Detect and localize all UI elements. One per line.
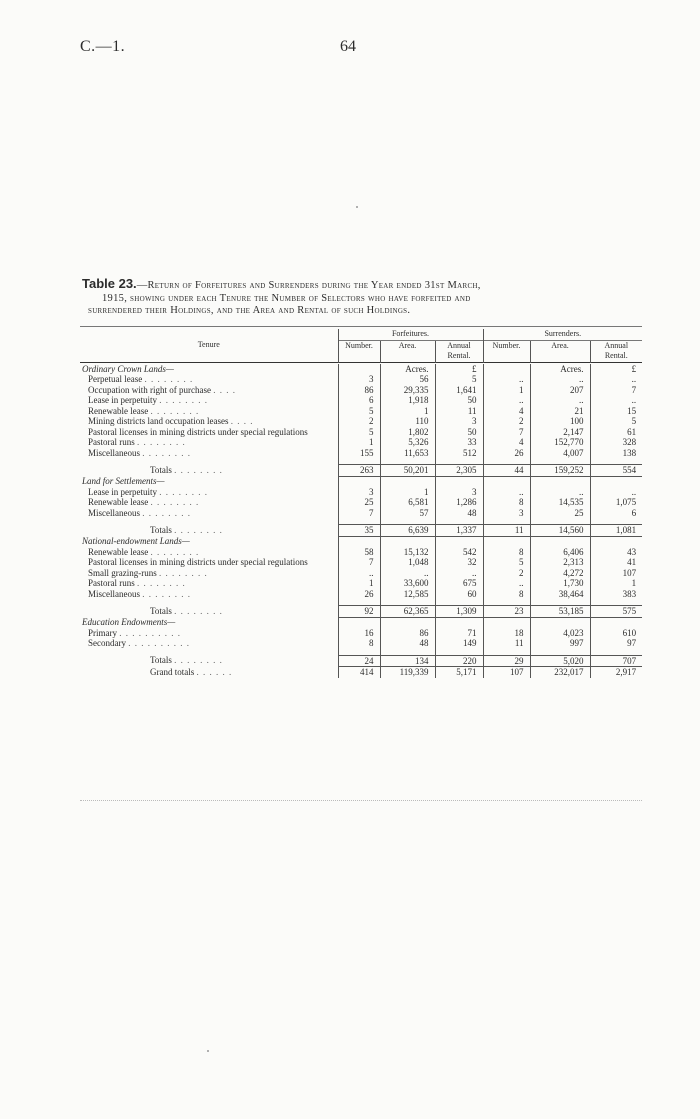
surrender-rental-cell: 7 — [590, 385, 642, 396]
forfeit-area-cell: 11,653 — [380, 448, 435, 459]
forfeit-rental-header: Annual Rental. — [435, 340, 483, 362]
surrender-number-cell: 4 — [483, 406, 530, 417]
row-label-text: Secondary — [88, 638, 126, 648]
forfeit-area-cell: 5,326 — [380, 437, 435, 448]
table-row — [80, 374, 642, 385]
caption-line-1: —Return of Forfeitures and Surrenders during the Year ended 31st March, — [136, 280, 481, 291]
surrender-area-cell: 207 — [530, 385, 590, 396]
row-label — [80, 497, 338, 508]
surrender-area-cell: .. — [530, 374, 590, 385]
row-label-text: Pastoral runs — [88, 578, 135, 588]
leader-dots: . . . . . . . . — [159, 395, 208, 405]
surrender-area-cell: .. — [530, 487, 590, 498]
surrender-rental-cell: 383 — [590, 589, 642, 600]
row-label — [80, 547, 338, 558]
forfeit-rental-cell: 1,337 — [435, 525, 483, 537]
row-label-text: Totals — [150, 655, 172, 665]
forfeit-rental-cell: 3 — [435, 416, 483, 427]
surrender-rental-header: Annual Rental. — [590, 340, 642, 362]
surrender-rental-cell: 97 — [590, 638, 642, 649]
row-label — [80, 578, 338, 589]
surrender-number-cell: 7 — [483, 427, 530, 438]
surrender-area-cell: 159,252 — [530, 465, 590, 477]
table-row — [80, 395, 642, 406]
blank-cell — [435, 617, 483, 628]
totals-row — [80, 606, 642, 618]
surrender-number-cell: .. — [483, 395, 530, 406]
leader-dots: . . . . . . . . — [150, 405, 200, 416]
bottom-rule — [80, 800, 642, 801]
surrender-rental-cell: 5 — [590, 416, 642, 427]
surrender-rental-cell: 554 — [590, 465, 642, 477]
forfeit-number-cell: 263 — [338, 465, 380, 477]
table-row — [80, 448, 642, 459]
blank-cell — [338, 476, 380, 487]
row-label-text: Pastoral runs — [88, 437, 135, 447]
blank-cell — [590, 536, 642, 547]
forfeit-rental-cell: 71 — [435, 628, 483, 639]
table-row — [80, 628, 642, 639]
forfeit-number-cell: 24 — [338, 655, 380, 667]
surrender-area-cell: 997 — [530, 638, 590, 649]
section-title: Education Endowments— — [82, 617, 176, 627]
tenure-column-header: Tenure — [197, 340, 220, 349]
row-label-text: Small grazing-runs — [88, 567, 157, 578]
surrender-number-cell: 107 — [483, 667, 530, 678]
forfeit-rental-cell: 2,305 — [435, 465, 483, 477]
surrender-rental-cell: 575 — [590, 606, 642, 618]
forfeit-area-cell: 50,201 — [380, 465, 435, 477]
forfeit-number-cell: 7 — [338, 508, 380, 519]
surrender-rental-cell: 1,081 — [590, 525, 642, 537]
row-label-text: Miscellaneous — [88, 588, 140, 599]
surrender-rental-cell: 6 — [590, 508, 642, 519]
forfeitures-group-header: Forfeitures. — [338, 329, 483, 340]
forfeit-number-cell: 3 — [338, 487, 380, 498]
row-label-text: Lease in perpetuity — [88, 395, 157, 405]
paper-speck — [207, 1050, 209, 1052]
blank-cell — [530, 476, 590, 487]
row-label — [80, 557, 338, 568]
forfeit-rental-cell: 3 — [435, 487, 483, 498]
row-label — [80, 568, 338, 579]
table-row — [80, 568, 642, 579]
blank-cell — [435, 536, 483, 547]
blank-cell — [380, 617, 435, 628]
surrender-rental-cell: 2,917 — [590, 667, 642, 678]
blank-cell — [590, 617, 642, 628]
surrender-area-cell: 1,730 — [530, 578, 590, 589]
row-label — [80, 525, 338, 537]
row-label — [80, 606, 338, 618]
forfeit-number-cell: 1 — [338, 578, 380, 589]
surrender-number-cell: 11 — [483, 638, 530, 649]
surrender-number-cell: 5 — [483, 557, 530, 568]
row-label-text: Totals — [150, 464, 172, 475]
row-label — [80, 655, 338, 667]
surrender-rental-cell: 41 — [590, 557, 642, 568]
surrender-number-cell: 2 — [483, 416, 530, 427]
forfeit-number-cell: 5 — [338, 406, 380, 417]
section-heading-row — [80, 617, 642, 628]
leader-dots: . . . . . . . . . . — [128, 638, 190, 648]
surrender-number-cell: 23 — [483, 606, 530, 618]
surrender-rental-cell: .. — [590, 487, 642, 498]
page-reference: C.—1. — [80, 38, 126, 55]
forfeit-area-cell: 6,581 — [380, 497, 435, 508]
forfeit-rental-cell: 542 — [435, 547, 483, 558]
surrender-area-cell: 152,770 — [530, 437, 590, 448]
table-caption — [82, 278, 642, 318]
forfeit-area-cell: 1,918 — [380, 395, 435, 406]
forfeit-area-cell: 134 — [380, 655, 435, 667]
forfeit-number-cell: 1 — [338, 437, 380, 448]
row-label-text: Mining districts land occupation leases — [88, 416, 229, 426]
leader-dots: . . . . . . . . — [142, 588, 191, 599]
forfeit-area-cell: 57 — [380, 508, 435, 519]
table-row — [80, 578, 642, 589]
forfeit-number-cell: .. — [338, 568, 380, 579]
forfeit-rental-cell: 220 — [435, 655, 483, 667]
totals-row — [80, 655, 642, 667]
blank-cell — [380, 536, 435, 547]
blank-cell — [483, 476, 530, 487]
forfeit-area-cell: 56 — [380, 374, 435, 385]
leader-dots: . . . . . . . . — [144, 374, 194, 384]
blank-cell — [530, 536, 590, 547]
table-body — [80, 364, 642, 678]
leader-dots: . . . . . . — [196, 666, 233, 677]
row-label-text: Miscellaneous — [88, 507, 140, 518]
surrender-area-cell: 4,007 — [530, 448, 590, 459]
forfeit-area-cell: 6,639 — [380, 525, 435, 537]
surrender-area-cell: 2,147 — [530, 427, 590, 438]
forfeit-rental-cell: 5 — [435, 374, 483, 385]
row-label-text: Primary — [88, 627, 117, 638]
surrender-area-cell: 232,017 — [530, 667, 590, 678]
forfeit-area-cell: 48 — [380, 638, 435, 649]
leader-dots: . . . . . . . . — [159, 486, 208, 497]
table-row — [80, 497, 642, 508]
surrender-area-cell: 14,535 — [530, 497, 590, 508]
surrender-number-cell: 8 — [483, 547, 530, 558]
forfeit-rental-cell: 1,641 — [435, 385, 483, 396]
forfeit-rental-cell: 1,309 — [435, 606, 483, 618]
surrender-number-cell: 11 — [483, 525, 530, 537]
forfeit-rental-cell: 5,171 — [435, 667, 483, 678]
leader-dots: . . . . . . . . — [142, 447, 191, 458]
surrender-rental-cell: 15 — [590, 406, 642, 417]
surrender-rental-cell: 610 — [590, 628, 642, 639]
surrender-area-cell: 6,406 — [530, 547, 590, 558]
row-label-text: Perpetual lease — [88, 374, 143, 384]
surrender-number-cell: 2 — [483, 568, 530, 579]
forfeit-number-cell: 58 — [338, 547, 380, 558]
section-heading-row — [80, 476, 642, 487]
section-title: National-endowment Lands— — [82, 536, 190, 546]
row-label-text: Totals — [150, 605, 172, 616]
surrender-area-cell: .. — [530, 395, 590, 406]
blank-cell — [483, 536, 530, 547]
forfeit-area-cell: 1,802 — [380, 427, 435, 438]
leader-dots: . . . . . . . . — [174, 605, 223, 616]
forfeit-number-cell: 155 — [338, 448, 380, 459]
page-number: 64 — [340, 38, 356, 55]
surrender-number-cell: 18 — [483, 628, 530, 639]
table-header — [80, 327, 642, 364]
leader-dots: . . . . . . . . — [159, 567, 208, 578]
row-label — [80, 395, 338, 406]
leader-dots: . . . . . . . . — [174, 464, 223, 475]
forfeit-number-cell: 35 — [338, 525, 380, 537]
surrender-number-cell: .. — [483, 374, 530, 385]
forfeit-rental-cell: 149 — [435, 638, 483, 649]
forfeit-rental-cell: 512 — [435, 448, 483, 459]
row-label-text: Pastoral licenses in mining districts under special regulations — [88, 557, 308, 567]
forfeit-number-cell: 16 — [338, 628, 380, 639]
forfeit-number-header: Number. — [338, 340, 380, 362]
row-label-text: Pastoral licenses in mining districts under special regulations — [88, 426, 308, 437]
leader-dots: . . . . . . . . — [150, 546, 200, 557]
table-row — [80, 406, 642, 417]
row-label — [80, 638, 338, 649]
table-row — [80, 427, 642, 438]
surrender-area-header: Area. — [530, 340, 590, 362]
forfeit-rental-cell: 11 — [435, 406, 483, 417]
blank-cell — [338, 536, 380, 547]
leader-dots: . . . . . . . . . . — [119, 627, 181, 638]
surrender-rental-cell: 1 — [590, 578, 642, 589]
surrenders-group-header: Surrenders. — [483, 329, 642, 340]
forfeit-number-cell: 92 — [338, 606, 380, 618]
blank-cell — [338, 617, 380, 628]
surrender-number-cell: 8 — [483, 589, 530, 600]
surrender-number-unit — [483, 364, 530, 375]
forfeit-rental-cell: 33 — [435, 437, 483, 448]
row-label — [80, 406, 338, 417]
row-label — [80, 385, 338, 396]
surrender-number-cell: 3 — [483, 508, 530, 519]
row-label — [80, 427, 338, 438]
row-label-text: Renewable lease — [88, 405, 149, 416]
surrender-rental-cell: 328 — [590, 437, 642, 448]
surrender-rental-cell: .. — [590, 395, 642, 406]
blank-cell — [590, 476, 642, 487]
forfeit-area-cell: 12,585 — [380, 589, 435, 600]
row-label-text: Renewable lease — [88, 497, 149, 507]
surrender-number-cell: 1 — [483, 385, 530, 396]
row-label — [80, 628, 338, 639]
forfeit-rental-cell: 48 — [435, 508, 483, 519]
forfeit-number-cell: 6 — [338, 395, 380, 406]
forfeit-rental-cell: 50 — [435, 395, 483, 406]
forfeit-area-unit: Acres. — [380, 364, 435, 375]
section-heading-row — [80, 364, 642, 375]
forfeit-rental-cell: .. — [435, 568, 483, 579]
forfeit-area-cell: 29,335 — [380, 385, 435, 396]
table-row — [80, 487, 642, 498]
forfeit-area-cell: .. — [380, 568, 435, 579]
totals-row — [80, 525, 642, 537]
totals-row — [80, 465, 642, 477]
surrender-number-cell: 26 — [483, 448, 530, 459]
row-label — [80, 465, 338, 477]
table-row — [80, 557, 642, 568]
leader-dots: . . . . — [230, 416, 254, 426]
leader-dots: . . . . . . . . — [174, 655, 223, 665]
surrender-rental-cell: 1,075 — [590, 497, 642, 508]
forfeit-area-cell: 86 — [380, 628, 435, 639]
surrender-area-cell: 5,020 — [530, 655, 590, 667]
table-row — [80, 416, 642, 427]
forfeit-area-cell: 110 — [380, 416, 435, 427]
forfeit-number-cell: 26 — [338, 589, 380, 600]
paper-speck — [356, 206, 358, 208]
forfeit-area-cell: 1 — [380, 487, 435, 498]
leader-dots: . . . . . . . . — [150, 497, 200, 507]
row-label — [80, 487, 338, 498]
forfeit-number-cell: 7 — [338, 557, 380, 568]
forfeit-number-cell: 414 — [338, 667, 380, 678]
forfeit-number-unit — [338, 364, 380, 375]
row-label — [80, 374, 338, 385]
forfeit-number-cell: 86 — [338, 385, 380, 396]
row-label-text: Miscellaneous — [88, 447, 140, 458]
leader-dots: . . . . . . . . — [174, 524, 223, 535]
forfeit-area-cell: 15,132 — [380, 547, 435, 558]
surrender-number-cell: 8 — [483, 497, 530, 508]
caption-line-2: 1915, showing under each Tenure the Number of Selectors who have forfeited and — [102, 292, 471, 304]
surrender-area-cell: 2,313 — [530, 557, 590, 568]
leader-dots: . . . . . . . . — [142, 507, 191, 518]
row-label — [80, 416, 338, 427]
blank-cell — [483, 617, 530, 628]
surrender-rental-cell: 61 — [590, 427, 642, 438]
section-title: Land for Settlements— — [82, 476, 165, 486]
surrender-number-cell: .. — [483, 487, 530, 498]
table-row — [80, 638, 642, 649]
forfeit-number-cell: 25 — [338, 497, 380, 508]
row-label-text: Occupation with right of purchase — [88, 384, 211, 395]
surrender-number-cell: 4 — [483, 437, 530, 448]
forfeit-rental-cell: 50 — [435, 427, 483, 438]
forfeit-number-cell: 8 — [338, 638, 380, 649]
forfeit-rental-unit: £ — [435, 364, 483, 375]
leader-dots: . . . . . . . . — [137, 437, 186, 447]
row-label — [80, 448, 338, 459]
surrender-number-header: Number. — [483, 340, 530, 362]
row-label-text: Lease in perpetuity — [88, 486, 157, 497]
row-label-text: Grand totals — [150, 666, 195, 677]
forfeit-rental-cell: 32 — [435, 557, 483, 568]
forfeit-area-cell: 1 — [380, 406, 435, 417]
surrender-number-cell: 44 — [483, 465, 530, 477]
surrender-number-cell: 29 — [483, 655, 530, 667]
forfeit-rental-cell: 675 — [435, 578, 483, 589]
forfeit-area-header: Area. — [380, 340, 435, 362]
blank-cell — [530, 617, 590, 628]
surrender-rental-cell: .. — [590, 374, 642, 385]
table-row — [80, 385, 642, 396]
surrender-area-cell: 100 — [530, 416, 590, 427]
forfeit-rental-cell: 60 — [435, 589, 483, 600]
surrender-area-cell: 53,185 — [530, 606, 590, 618]
forfeit-number-cell: 5 — [338, 427, 380, 438]
forfeit-area-cell: 1,048 — [380, 557, 435, 568]
surrender-area-cell: 21 — [530, 406, 590, 417]
table-number: Table 23. — [82, 276, 137, 291]
blank-cell — [380, 476, 435, 487]
surrender-area-cell: 4,272 — [530, 568, 590, 579]
grand-totals-row — [80, 667, 642, 678]
surrender-area-cell: 38,464 — [530, 589, 590, 600]
forfeit-area-cell: 62,365 — [380, 606, 435, 618]
row-label — [80, 589, 338, 600]
forfeit-number-cell: 3 — [338, 374, 380, 385]
forfeit-rental-cell: 1,286 — [435, 497, 483, 508]
row-label — [80, 508, 338, 519]
section-title: Ordinary Crown Lands— — [82, 363, 174, 374]
row-label — [80, 437, 338, 448]
section-heading-row — [80, 536, 642, 547]
row-label-text: Renewable lease — [88, 546, 149, 557]
surrender-area-unit: Acres. — [530, 364, 590, 375]
row-label-text: Totals — [150, 524, 172, 535]
leader-dots: . . . . — [213, 384, 236, 395]
table-row — [80, 508, 642, 519]
caption-line-3: surrendered their Holdings, and the Area and Rental of such Holdings. — [88, 305, 411, 316]
leader-dots: . . . . . . . . — [137, 578, 186, 588]
surrender-number-cell: .. — [483, 578, 530, 589]
returns-table — [80, 326, 642, 678]
table-row — [80, 437, 642, 448]
row-label — [80, 667, 338, 678]
surrender-rental-cell: 138 — [590, 448, 642, 459]
surrender-rental-cell: 43 — [590, 547, 642, 558]
surrender-rental-cell: 707 — [590, 655, 642, 667]
surrender-area-cell: 4,023 — [530, 628, 590, 639]
forfeit-area-cell: 33,600 — [380, 578, 435, 589]
table-row — [80, 547, 642, 558]
surrender-rental-cell: 107 — [590, 568, 642, 579]
table-row — [80, 589, 642, 600]
forfeit-number-cell: 2 — [338, 416, 380, 427]
blank-cell — [435, 476, 483, 487]
surrender-area-cell: 25 — [530, 508, 590, 519]
surrender-rental-unit: £ — [590, 364, 642, 375]
surrender-area-cell: 14,560 — [530, 525, 590, 537]
forfeit-area-cell: 119,339 — [380, 667, 435, 678]
